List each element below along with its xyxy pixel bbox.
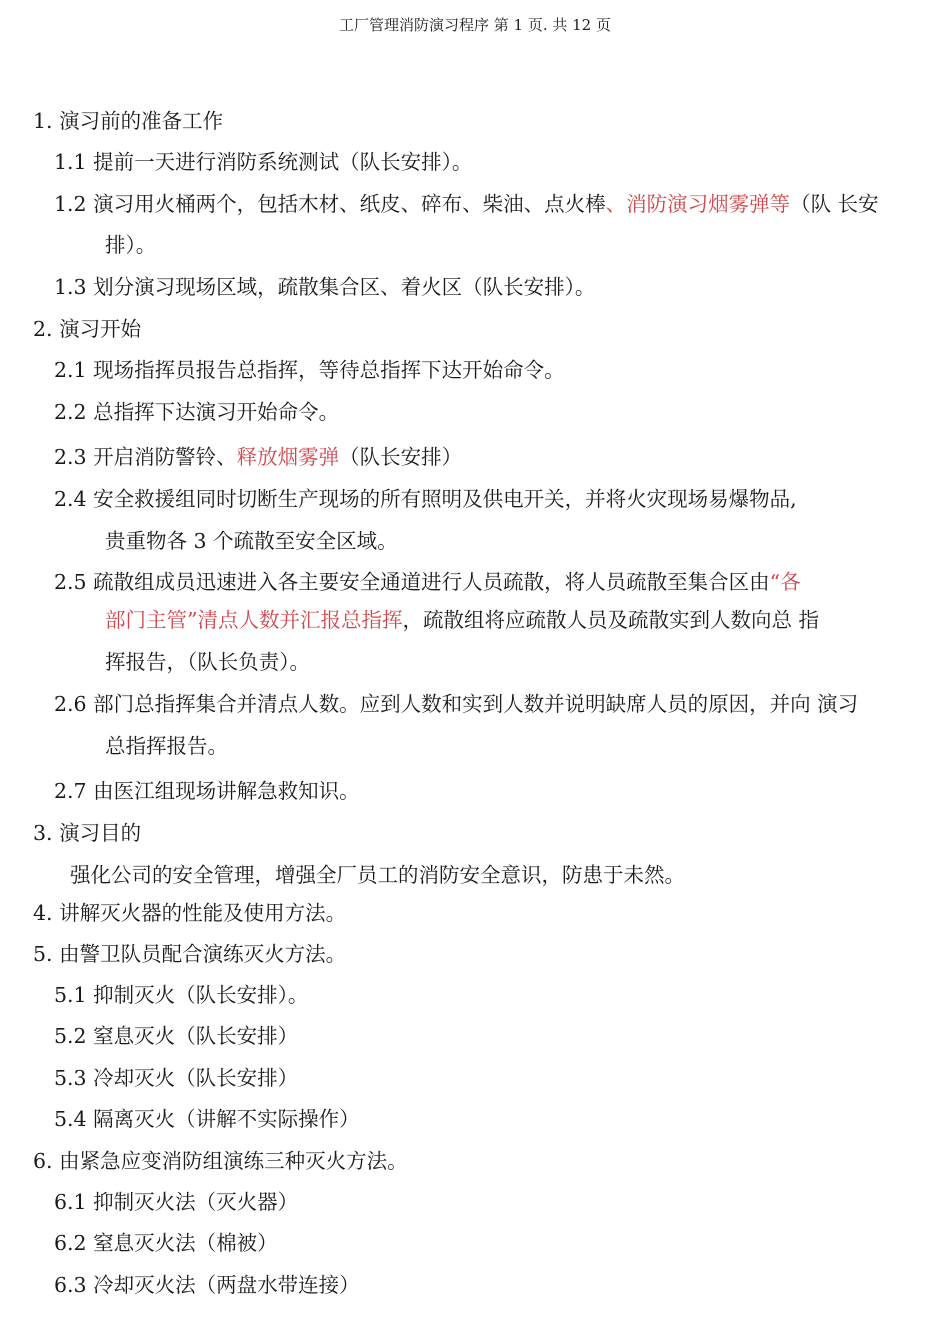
text-line	[33, 941, 346, 967]
line-text: 6.1 抑制灭火法（灭火器）	[54, 1190, 299, 1214]
text-line	[54, 1106, 360, 1132]
line-text: 5.3 冷却灭火（队长安排）	[54, 1066, 299, 1090]
text-line	[33, 108, 223, 134]
line-text: 挥报告，（队长负责）。	[105, 650, 310, 674]
highlighted-text: 、消防演习烟雾弹等	[605, 192, 791, 216]
line-text: 6. 由紧急应变消防组演练三种灭火方法。	[33, 1149, 408, 1173]
text-line	[54, 486, 797, 512]
line-text: ，疏散组将应疏散人员及疏散实到人数向总 指	[402, 608, 819, 632]
highlighted-text: 部门主管”清点人数并汇报总指挥	[105, 608, 403, 632]
text-line	[54, 1023, 298, 1049]
text-line	[33, 900, 346, 926]
line-text: 总指挥报告。	[105, 734, 228, 758]
line-text: 2.4 安全救援组同时切断生产现场的所有照明及供电开关，并将火灾现场易爆物品,	[54, 487, 797, 511]
text-line	[54, 569, 801, 595]
highlighted-text: “各	[769, 570, 801, 594]
text-line	[105, 607, 819, 633]
text-line	[54, 274, 595, 300]
line-text: 2.7 由医江组现场讲解急救知识。	[54, 779, 360, 803]
text-line	[105, 649, 310, 675]
line-text: 3. 演习目的	[33, 821, 142, 845]
line-text: 贵重物各 3 个疏散至安全区域。	[105, 529, 398, 553]
line-text: 6.3 冷却灭火法（两盘水带连接）	[54, 1273, 360, 1297]
line-text: 2.3 开启消防警铃、	[54, 445, 237, 469]
line-text: 1.1 提前一天进行消防系统测试（队长安排）。	[54, 150, 473, 174]
page-header: 工厂管理消防演习程序 第 1 页. 共 12 页	[338, 16, 611, 34]
text-line	[33, 820, 141, 846]
line-text: 5.2 窒息灭火（队长安排）	[54, 1024, 299, 1048]
text-line	[54, 1189, 298, 1215]
line-text: （队长安排）	[339, 445, 463, 469]
line-text: 5. 由警卫队员配合演练灭火方法。	[33, 942, 347, 966]
line-text: 2.1 现场指挥员报告总指挥，等待总指挥下达开始命令。	[54, 358, 565, 382]
line-text: 4. 讲解灭火器的性能及使用方法。	[33, 901, 347, 925]
line-text: 排）。	[105, 233, 157, 257]
text-line	[54, 1065, 298, 1091]
text-line	[105, 232, 156, 258]
text-line	[105, 733, 228, 759]
line-text: 2.2 总指挥下达演习开始命令。	[54, 400, 340, 424]
line-text: 5.4 隔离灭火（讲解不实际操作）	[54, 1107, 360, 1131]
highlighted-text: 释放烟雾弹	[236, 445, 340, 469]
text-line	[54, 778, 360, 804]
text-line	[54, 357, 565, 383]
text-line	[33, 1148, 408, 1174]
line-text: 6.2 窒息灭火法（棉被）	[54, 1231, 278, 1255]
text-line	[54, 444, 462, 470]
line-text: 2.6 部门总指挥集合并清点人数。应到人数和实到人数并说明缺席人员的原因，并向 演习	[54, 692, 859, 716]
line-text: 1.3 划分演习现场区域，疏散集合区、着火区（队长安排）。	[54, 275, 596, 299]
line-text: 强化公司的安全管理，增强全厂员工的消防安全意识，防患于未然。	[70, 863, 685, 887]
text-line	[105, 528, 398, 554]
line-text: 2.5 疏散组成员迅速进入各主要安全通道进行人员疏散，将人员疏散至集合区由	[54, 570, 770, 594]
line-text: 5.1 抑制灭火（队长安排）。	[54, 983, 309, 1007]
text-line	[54, 1230, 278, 1256]
line-text: 1. 演习前的准备工作	[33, 109, 224, 133]
text-line	[54, 191, 879, 217]
text-line	[54, 691, 858, 717]
text-line	[54, 149, 472, 175]
text-line	[70, 862, 685, 888]
text-line	[54, 982, 308, 1008]
text-line	[33, 316, 141, 342]
line-text: 2. 演习开始	[33, 317, 142, 341]
text-line	[54, 1272, 360, 1298]
line-text: （队 长安	[790, 192, 879, 216]
line-text: 1.2 演习用火桶两个，包括木材、纸皮、碎布、柴油、点火棒	[54, 192, 606, 216]
text-line	[54, 399, 339, 425]
